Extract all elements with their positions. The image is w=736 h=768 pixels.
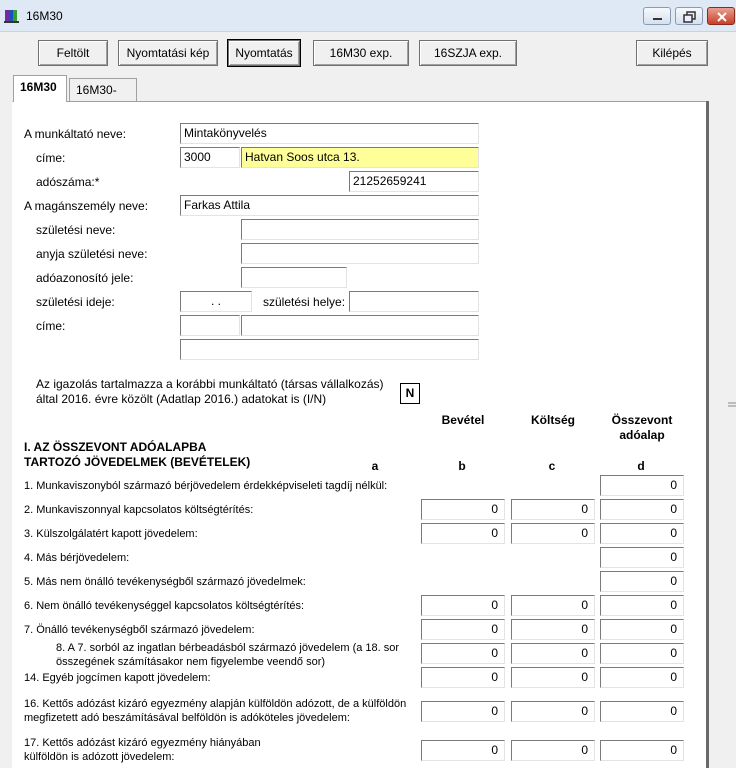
combined-header-1: Összevont xyxy=(611,413,673,427)
restore-icon xyxy=(676,8,704,26)
row-5-d-field[interactable]: 0 xyxy=(600,571,684,592)
row-17-c-field[interactable]: 0 xyxy=(511,740,595,761)
load-button-label: Feltölt xyxy=(56,46,90,60)
employer-zip-field[interactable]: 3000 xyxy=(180,147,240,168)
row-14-d-field[interactable]: 0 xyxy=(600,667,684,688)
app-icon xyxy=(4,8,20,24)
row-17-label-2: külföldön is adózott jövedelem: xyxy=(24,751,175,763)
row-3-label: 3. Külszolgálatért kapott jövedelem: xyxy=(24,528,198,540)
minimize-button[interactable] xyxy=(643,7,671,25)
row-8-b-field[interactable]: 0 xyxy=(421,643,505,664)
row-1-d-field[interactable]: 0 xyxy=(600,475,684,496)
employer-address-field[interactable]: Hatvan Soos utca 13. xyxy=(241,147,479,168)
mother-name-field[interactable] xyxy=(241,243,479,264)
tax-id-field[interactable] xyxy=(241,267,347,288)
row-6-d-field[interactable]: 0 xyxy=(600,595,684,616)
row-17-b-field[interactable]: 0 xyxy=(421,740,505,761)
panel-border xyxy=(706,101,709,768)
row-8-label-1: 8. A 7. sorból az ingatlan bérbeadásból származó jövedelem (a 18. sor xyxy=(56,642,400,654)
row-6-c-field[interactable]: 0 xyxy=(511,595,595,616)
row-2-c-field[interactable]: 0 xyxy=(511,499,595,520)
tax-id-label: adóazonosító jele: xyxy=(36,271,134,285)
employer-name-label: A munkáltató neve: xyxy=(24,127,127,141)
row-16-label-1: 16. Kettős adózást kizáró egyezmény alapján külföldön adózott, de a külföldön xyxy=(24,698,407,710)
row-4-d-field[interactable]: 0 xyxy=(600,547,684,568)
print-button[interactable] xyxy=(228,40,300,66)
row-7-b-field[interactable]: 0 xyxy=(421,619,505,640)
person-address-label: címe: xyxy=(36,319,66,333)
row-7-c-field[interactable]: 0 xyxy=(511,619,595,640)
person-address-field[interactable] xyxy=(241,315,479,336)
export-m30-button[interactable] xyxy=(313,40,409,66)
row-6-label: 6. Nem önálló tevékenységgel kapcsolatos költségtérítés: xyxy=(24,600,305,612)
row-3-d-field[interactable]: 0 xyxy=(600,523,684,544)
row-16-d-field[interactable]: 0 xyxy=(600,701,684,722)
window-title: 16M30 xyxy=(26,9,63,23)
splitter-grip-icon[interactable] xyxy=(728,400,736,410)
tab-16m30-01[interactable]: 16M30- xyxy=(69,78,137,102)
row-8-label-2: összegének számításakor nem figyelembe veendő sor) xyxy=(56,656,326,668)
birth-date-field[interactable]: . . xyxy=(180,291,252,312)
column-letter-b: b xyxy=(458,459,466,473)
row-4-label: 4. Más bérjövedelem: xyxy=(24,552,130,564)
cost-header: Költség xyxy=(530,413,575,427)
prior-employer-text-2: által 2016. évre közölt (Adatlap 2016.) adatokat is (I/N) xyxy=(36,392,327,406)
row-6-b-field[interactable]: 0 xyxy=(421,595,505,616)
row-16-label-2: megfizetett adó beszámításával belföldön is adóköteles jövedelem: xyxy=(24,712,350,724)
column-letter-a: a xyxy=(371,459,379,473)
print-preview-label: Nyomtatási kép xyxy=(126,46,210,60)
combined-header-2: adóalap xyxy=(619,428,665,442)
row-14-c-field[interactable]: 0 xyxy=(511,667,595,688)
title-bar xyxy=(0,0,736,32)
row-14-b-field[interactable]: 0 xyxy=(421,667,505,688)
export-szja-label: 16SZJA exp. xyxy=(433,46,503,60)
row-7-label: 7. Önálló tevékenységből származó jövedelem: xyxy=(24,624,255,636)
column-letter-d: d xyxy=(637,459,645,473)
person-zip-field[interactable] xyxy=(180,315,240,336)
export-szja-button[interactable] xyxy=(419,40,517,66)
section-title-1: I. AZ ÖSSZEVONT ADÓALAPBA xyxy=(24,440,207,454)
row-2-b-field[interactable]: 0 xyxy=(421,499,505,520)
row-2-d-field[interactable]: 0 xyxy=(600,499,684,520)
income-header: Bevétel xyxy=(441,413,485,427)
load-button[interactable] xyxy=(38,40,108,66)
restore-button[interactable] xyxy=(675,7,703,25)
employer-tax-label: adószáma:* xyxy=(36,175,100,189)
birth-place-field[interactable] xyxy=(349,291,479,312)
prior-employer-text-1: Az igazolás tartalmazza a korábbi munkáltató (társas vállalkozás) xyxy=(36,377,384,391)
row-17-label-1: 17. Kettős adózást kizáró egyezmény hiányában xyxy=(24,737,261,749)
birth-name-label: születési neve: xyxy=(36,223,116,237)
print-preview-button[interactable] xyxy=(118,40,218,66)
mother-name-label: anyja születési neve: xyxy=(36,247,148,261)
exit-button-label: Kilépés xyxy=(652,46,692,60)
row-3-c-field[interactable]: 0 xyxy=(511,523,595,544)
employer-address-label: címe: xyxy=(36,151,66,165)
close-button[interactable] xyxy=(707,7,735,25)
row-16-c-field[interactable]: 0 xyxy=(511,701,595,722)
row-8-c-field[interactable]: 0 xyxy=(511,643,595,664)
row-5-label: 5. Más nem önálló tevékenységből származó jövedelmek: xyxy=(24,576,306,588)
row-3-b-field[interactable]: 0 xyxy=(421,523,505,544)
person-name-label: A magánszemély neve: xyxy=(24,199,149,213)
row-16-b-field[interactable]: 0 xyxy=(421,701,505,722)
tab-16m30[interactable]: 16M30 xyxy=(13,75,67,102)
row-14-label: 14. Egyéb jogcímen kapott jövedelem: xyxy=(24,672,211,684)
employer-name-field[interactable]: Mintakönyvelés xyxy=(180,123,479,144)
export-m30-label: 16M30 exp. xyxy=(329,46,393,60)
birth-date-label: születési ideje: xyxy=(36,295,115,309)
print-button-label: Nyomtatás xyxy=(235,46,293,60)
row-1-label: 1. Munkaviszonyból származó bérjövedelem érdekképviseleti tagdíj nélkül: xyxy=(24,480,388,492)
birth-place-label: születési helye: xyxy=(263,295,346,309)
person-name-field[interactable]: Farkas Attila xyxy=(180,195,479,216)
close-icon xyxy=(708,8,736,26)
row-7-d-field[interactable]: 0 xyxy=(600,619,684,640)
prior-employer-checkbox[interactable]: N xyxy=(400,383,420,404)
minimize-icon xyxy=(644,8,672,26)
row-2-label: 2. Munkaviszonnyal kapcsolatos költségtérítés: xyxy=(24,504,254,516)
row-8-d-field[interactable]: 0 xyxy=(600,643,684,664)
employer-tax-field[interactable]: 21252659241 xyxy=(349,171,479,192)
row-17-d-field[interactable]: 0 xyxy=(600,740,684,761)
section-title-2: TARTOZÓ JÖVEDELMEK (BEVÉTELEK) xyxy=(24,455,251,469)
person-address2-field[interactable] xyxy=(180,339,479,360)
column-letter-c: c xyxy=(548,459,556,473)
birth-name-field[interactable] xyxy=(241,219,479,240)
exit-button[interactable] xyxy=(636,40,708,66)
